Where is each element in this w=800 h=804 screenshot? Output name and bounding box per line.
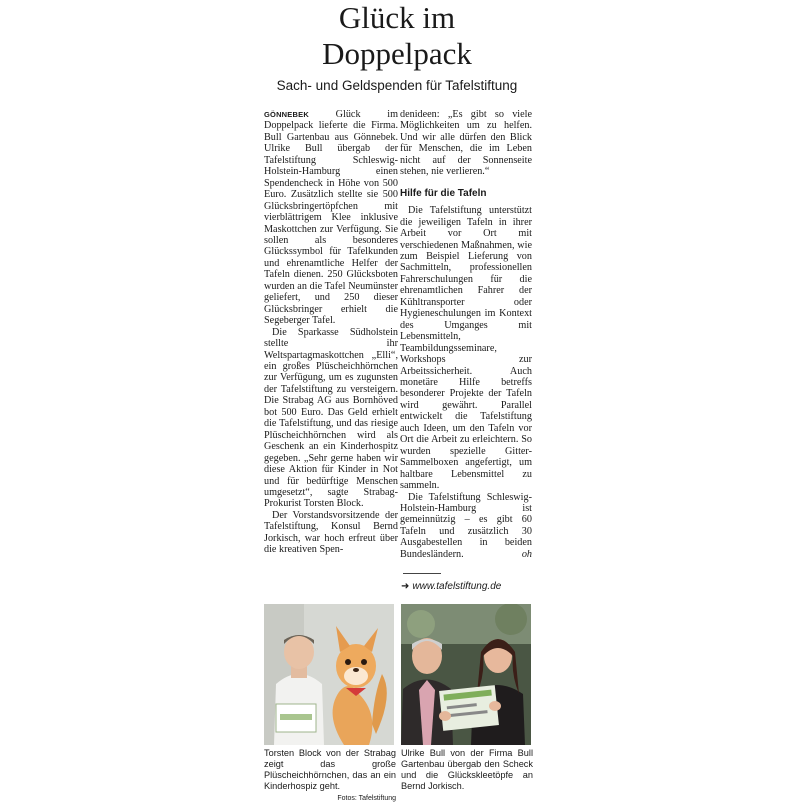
paragraph-2: Die Sparkasse Südholstein stellte ihr Weltspartagmaskottchen „Elli“, ein großes Plüscheichhörnchen zur Verfügung, um es zugunsten der Tafelstiftung zu versteigern. Die Strabag AG aus Bornhöved bot 500 Euro. Das Geld erhielt die Tafelstiftung, und das riesige Plüscheichhörnchen wird als Geschenk an ein Kinderhospitz gegeben. „Sehr gerne haben wir diese Aktion für Kinder in Not und für bedürftige Menschen umgesetzt“, sagte Strabag-Prokurist Torsten Block. — [264, 326, 398, 510]
photo-bull-check — [401, 604, 531, 745]
paragraph-1 — [264, 109, 398, 327]
headline — [262, 0, 532, 72]
article-column-2 — [400, 109, 532, 560]
website-link[interactable] — [401, 581, 501, 592]
paragraph-6-text: Die Tafelstiftung Schleswig-Holstein-Hamburg ist gemeinnützig – es gibt 60 Tafeln und zusätzlich 30 Ausgabestellen in beiden Bundesländern. — [400, 491, 532, 560]
photo-1-illustration — [264, 604, 394, 745]
photo-1-caption-text: Torsten Block von der Strabag zeigt das große Plüscheichhörnchen, das an ein Kinderhospiz geht. — [264, 748, 396, 791]
photo-1-caption — [264, 748, 396, 804]
author-signature: oh — [521, 548, 532, 560]
section-subtitle: Hilfe für die Tafeln — [400, 187, 487, 199]
arrow-right-icon: ➜ — [401, 581, 410, 592]
link-divider — [403, 573, 441, 574]
photo-strabag-squirrel — [264, 604, 394, 745]
photo-credit: Fotos: Tafelstiftung — [337, 795, 396, 802]
photo-2-illustration — [401, 604, 531, 745]
subheadline: Sach- und Geldspenden für Tafelstiftung — [276, 78, 518, 93]
paragraph-4: denideen: „Es gibt so viele Möglichkeiten um zu helfen. Und wir alle dürfen den Blick für Menschen, die im Leben nicht auf der Sonnenseite stehen, nie verlieren.“ — [400, 109, 532, 178]
paragraph-6 — [400, 492, 532, 561]
dateline: GÖNNEBEK — [264, 110, 309, 119]
website-link-text[interactable]: www.tafelstiftung.de — [412, 581, 502, 592]
paragraph-5: Die Tafelstiftung unterstützt die jeweiligen Tafeln in ihrer Arbeit vor Ort mit verschiedenen Maßnahmen, wie zum Beispiel Lieferung von Sachmitteln, professionellen Fahrerschulungen für die ehrenamtlichen Fahrer der Kühltransporter oder Hygieneschulungen im Kontext des Umganges mit Lebensmitteln, Teambildungsseminare, Workshops zur Arbeitssicherheit. Auch monetäre Hilfe betreffs besonderer Projekte der Tafeln wird gewährt. Parallel entwickelt die Tafelstiftung auch Ideen, um den Tafeln vor Ort die Arbeit zu erleichtern. So wurden spezielle Gitter-Sammelboxen angefertigt, um haltbare Lebensmittel zu sammeln. — [400, 205, 532, 492]
photo-2-caption: Ulrike Bull von der Firma Bull Gartenbau übergab den Scheck und die Glückskleetöpfe an Bernd Jorkisch. — [401, 748, 533, 791]
headline-line-2: Doppelpack — [322, 36, 472, 71]
article-column-1 — [264, 109, 398, 556]
paragraph-3: Der Vorstandsvorsitzende der Tafelstiftung, Konsul Bernd Jorkisch, war hoch erfreut über die kreativen Spen- — [264, 509, 398, 556]
headline-line-1: Glück im — [338, 0, 456, 35]
paragraph-1-text: Glück im Doppelpack lieferte die Firma. Bull Gartenbau aus Gönnebek. Ulrike Bull übergab der Tafelstiftung Schleswig-Holstein-Hamburg einen Spendencheck in Höhe von 500 Euro. Zusätzlich stellte sie 500 Glücksbringertöpfchen mit vierblättrigem Klee inklusive Maskottchen zur Verfügung. Sie sollen als besonderes Glückssymbol für Tafelkunden und ehrenamtliche Helfer der Tafeln dienen. 250 Glücksboten wurden an die Tafel Neumünster geliefert, und 250 dieser Glücksbringer erhielt die Segeberger Tafel. — [264, 109, 398, 327]
